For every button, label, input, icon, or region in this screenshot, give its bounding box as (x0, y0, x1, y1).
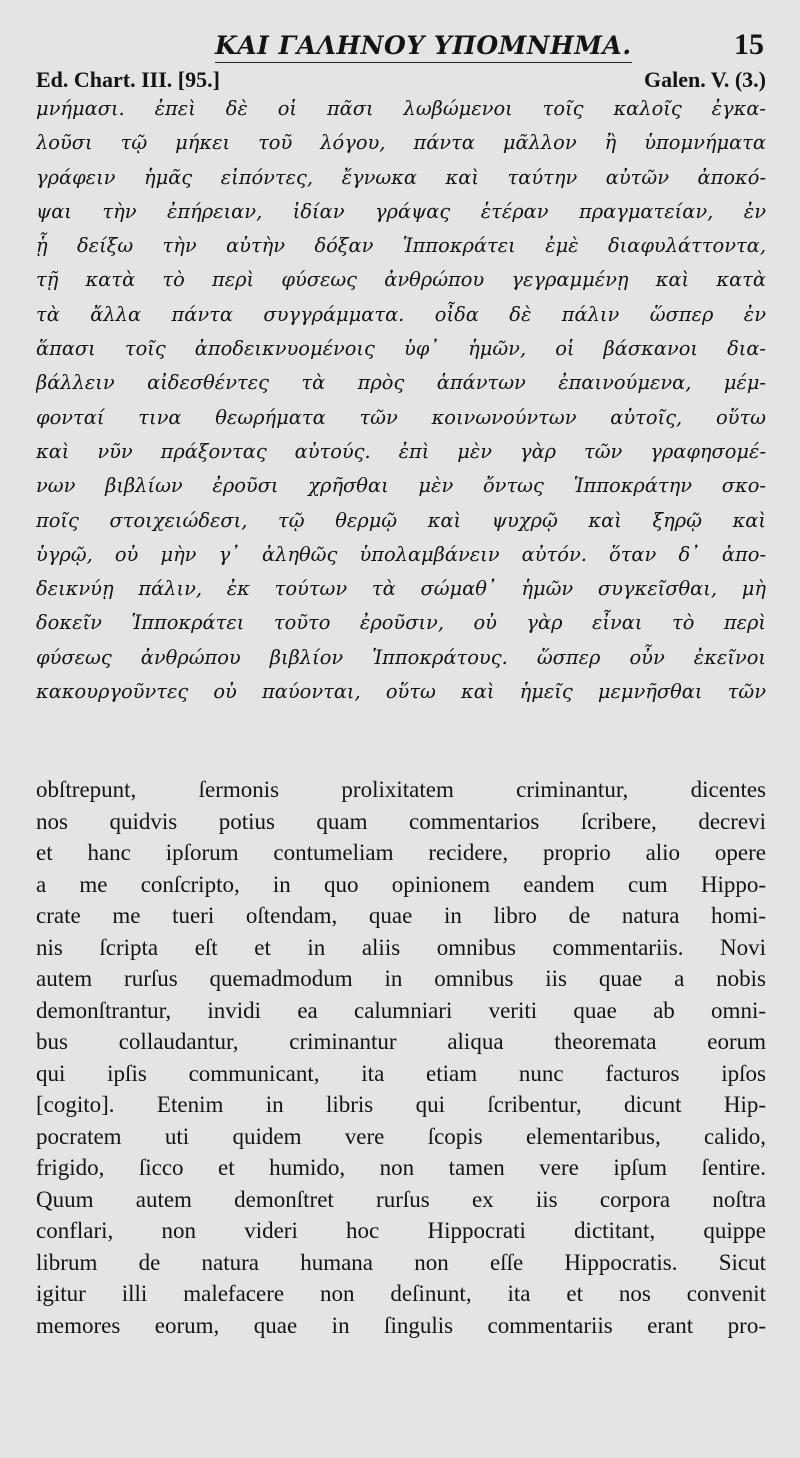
greek-text-line: καὶ νῦν πράξοντας αὐτούς. ἐπὶ μὲν γὰρ τῶν γραφησομέ- (36, 439, 766, 463)
greek-text-line: ψαι τὴν ἐπήρειαν, ἰδίαν γράψας ἑτέραν πραγματείαν, ἐν (36, 199, 766, 223)
greek-text-line: ὑγρῷ, οὐ μὴν γ᾽ ἀληθῶς ὑπολαμβάνειν αὐτόν. ὅταν δ᾽ ἀπο- (36, 542, 766, 566)
greek-text-line: βάλλειν αἰδεσθέντες τὰ πρὸς ἁπάντων ἐπαινούμενα, μέμ- (36, 371, 766, 395)
latin-text-line: frigido, ſicco et humido, non tamen vere ipſum ſentire. (36, 1155, 766, 1180)
latin-text-line: [cogito]. Etenim in libris qui ſcribentur, dicunt Hip- (36, 1092, 766, 1117)
greek-text-block (36, 92, 766, 709)
latin-text-line: bus collaudantur, criminantur aliqua theoremata eorum (36, 1029, 766, 1054)
greek-text-line: δοκεῖν Ἱπποκράτει τοῦτο ἐροῦσιν, οὐ γὰρ εἶναι τὸ περὶ (36, 611, 766, 635)
greek-text-line: λοῦσι τῷ μήκει τοῦ λόγου, πάντα μᾶλλον ἢ ὑπομνήματα (36, 131, 766, 155)
page-number: 15 (734, 28, 764, 61)
greek-text-line: τῇ κατὰ τὸ περὶ φύσεως ἀνθρώπου γεγραμμένῃ καὶ κατὰ (36, 268, 766, 292)
greek-text-line: δεικνύῃ πάλιν, ἐκ τούτων τὰ σώμαθ᾽ ἡμῶν συγκεῖσθαι, μὴ (36, 577, 766, 601)
greek-text-line: ποῖς στοιχειώδεσι, τῷ θερμῷ καὶ ψυχρῷ καὶ ξηρῷ καὶ (36, 508, 766, 532)
latin-text-line: obſtrepunt, ſermonis prolixitatem criminantur, dicentes (36, 777, 766, 802)
latin-text-line: igitur illi malefacere non deſinunt, ita et nos convenit (36, 1281, 766, 1306)
latin-text-line: nos quidvis potius quam commentarios ſcribere, decrevi (36, 808, 766, 834)
greek-text-line: ᾗ δείξω τὴν αὐτὴν δόξαν Ἱπποκράτει ἐμὲ διαφυλάττοντα, (36, 234, 766, 258)
greek-text-line: ἅπασι τοῖς ἀποδεικνυομένοις ὑφ᾽ ἡμῶν, οἱ βάσκανοι δια- (36, 337, 766, 361)
latin-text-line: a me conſcripto, in quo opinionem eandem cum Hippo- (36, 871, 766, 897)
latin-text-line: memores eorum, quae in ſingulis commentariis erant pro- (36, 1312, 766, 1338)
latin-text-line: conflari, non videri hoc Hippocrati dictitant, quippe (36, 1218, 766, 1243)
latin-text-line: crate me tueri oſtendam, quae in libro de natura homi- (36, 903, 766, 928)
latin-translation-block (36, 774, 766, 1341)
latin-text-line: demonſtrantur, invidi ea calumniari veriti quae ab omni- (36, 997, 766, 1023)
latin-text-line: nis ſcripta eſt et in aliis omnibus commentariis. Novi (36, 934, 766, 960)
latin-text-line: et hanc ipſorum contumeliam recidere, proprio alio opere (36, 840, 766, 865)
greek-text-line: γράφειν ἡμᾶς εἰπόντες, ἔγνωκα καὶ ταύτην αὐτῶν ἀποκό- (36, 165, 766, 189)
latin-text-line: Quum autem demonſtret rurſus ex iis corpora noſtra (36, 1186, 766, 1212)
latin-text-line: qui ipſis communicant, ita etiam nunc facturos ipſos (36, 1060, 766, 1086)
greek-text-line: νων βιβλίων ἐροῦσι χρῆσθαι μὲν ὄντως Ἱπποκράτην σκο- (36, 474, 766, 498)
greek-text-line: τὰ ἄλλα πάντα συγγράμματα. οἶδα δὲ πάλιν ὥσπερ ἐν (36, 302, 766, 326)
latin-text-line: autem rurſus quemadmodum in omnibus iis quae a nobis (36, 966, 766, 991)
edition-reference-chartier: Ed. Chart. III. [95.] (36, 67, 220, 92)
greek-text-line: μνήμασι. ἐπεὶ δὲ οἱ πᾶσι λωβώμενοι τοῖς καλοῖς ἐγκα- (36, 97, 766, 120)
greek-text-line: φύσεως ἀνθρώπου βιβλίον Ἱπποκράτους. ὥσπερ οὖν ἐκεῖνοι (36, 645, 766, 669)
running-title: ΚΑΙ ΓΑΛΗΝΟΥ ΥΠΟΜΝΗΜΑ. (215, 30, 632, 63)
greek-text-line: κακουργοῦντες οὐ παύονται, οὕτω καὶ ἡμεῖς μεμνῆσθαι τῶν (36, 680, 766, 704)
greek-text-line: φονταί τινα θεωρήματα τῶν κοινωνούντων αὐτοῖς, οὕτω (36, 405, 766, 429)
latin-text-line: pocratem uti quidem vere ſcopis elementaribus, calido, (36, 1123, 766, 1149)
running-head (0, 26, 800, 66)
edition-reference-kuehn: Galen. V. (3.) (643, 67, 766, 92)
latin-text-line: librum de natura humana non eſſe Hippocratis. Sicut (36, 1249, 766, 1275)
